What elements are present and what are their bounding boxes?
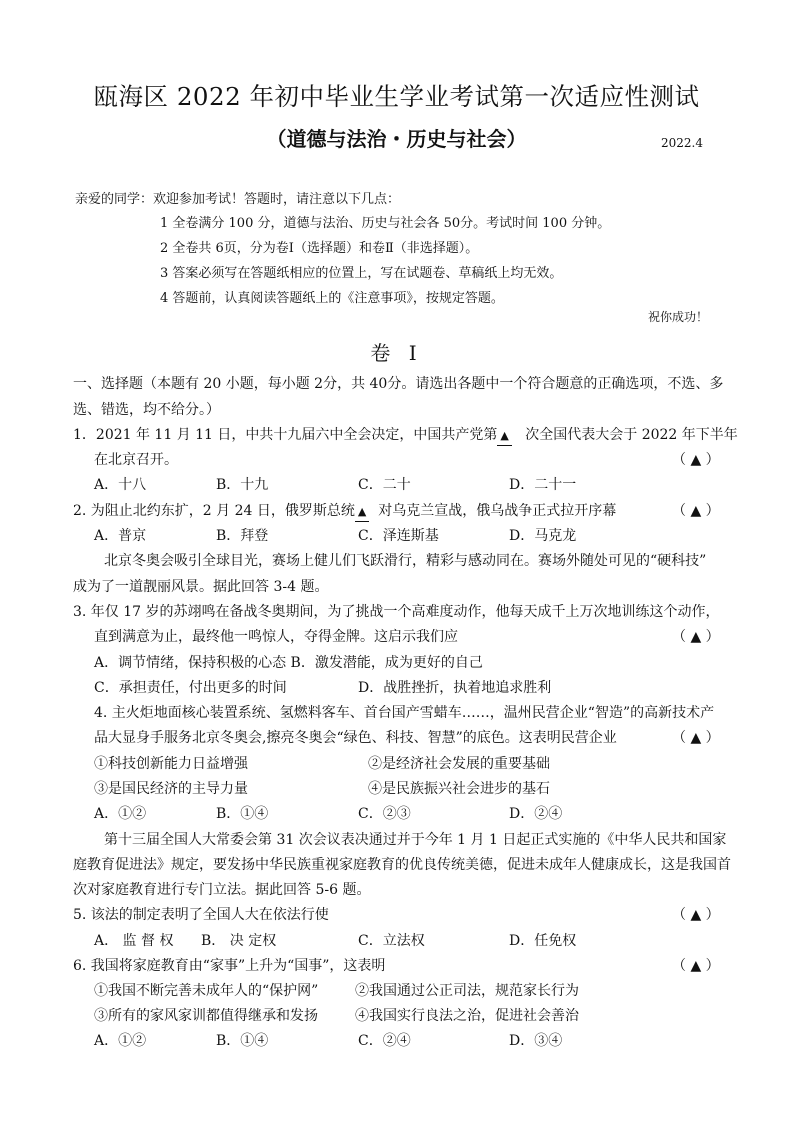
question-5-option-a: A． 监 督 权 (94, 933, 174, 949)
question-4-option-c: C．②③ (358, 806, 411, 822)
question-2-option-a: A．普京 (94, 528, 147, 544)
question-2-answer-slot: （ ▲ ） (672, 503, 720, 519)
question-4-stem-line1: 4. 主火炬地面核心装置系统、氢燃料客车、首台国产雪蜡车……，温州民营企业“智造”的高新技术产 (94, 705, 715, 721)
question-6-option-a: A．①② (94, 1033, 147, 1049)
material-5-6-line2: 庭教育促进法》规定，要发扬中华民族重视家庭教育的优良传统美德，促进未成年人健康成长，这是我国首 (73, 857, 731, 873)
question-1-text-a: 1．2021 年 11 月 11 日，中共十九届六中全会决定，中国共产党第 (73, 427, 498, 443)
question-1-stem-line2: 在北京召开。 (94, 452, 178, 468)
question-4-statement-2: ②是经济社会发展的重要基础 (368, 756, 550, 772)
instruction-note-2: 2 全卷共 6页，分为卷Ⅰ（选择题）和卷Ⅱ（非选择题）。 (160, 241, 479, 256)
question-1-answer-slot: （ ▲ ） (672, 452, 720, 468)
question-3-option-c: C．承担责任，付出更多的时间 (94, 680, 287, 696)
material-5-6-line1: 第十三届全国人大常委会第 31 次会议表决通过并于今年 1 月 1 日起正式实施的《中华人民共和国家 (104, 832, 727, 848)
question-1-option-c: C．二十 (358, 477, 411, 493)
question-2-option-b: B．拜登 (216, 528, 269, 544)
instructions-greeting: 亲爱的同学：欢迎参加考试！答题时，请注意以下几点： (75, 192, 401, 207)
question-4-option-d: D．②④ (509, 806, 563, 822)
question-5-option-b: B． 决 定权 (201, 933, 277, 949)
question-2-blank (355, 503, 369, 522)
question-1-option-d: D．二十一 (509, 477, 577, 493)
question-1-stem (73, 427, 738, 446)
question-2-text-b: 对乌克兰宣战，俄乌战争正式拉开序幕 (378, 503, 617, 519)
question-6-statement-3: ③所有的家风家训都值得继承和发扬 (94, 1008, 318, 1024)
question-6-statement-2: ②我国通过公正司法，规范家长行为 (355, 983, 579, 999)
question-4-option-a: A．①② (94, 806, 147, 822)
question-2-stem (73, 503, 616, 522)
question-5-answer-slot: （ ▲ ） (672, 907, 720, 923)
question-6-answer-slot: （ ▲ ） (672, 958, 720, 974)
material-3-4-line2: 成为了一道靓丽风景。据此回答 3-4 题。 (73, 579, 329, 595)
instruction-note-3: 3 答案必须写在答题纸相应的位置上，写在试题卷、草稿纸上均无效。 (160, 266, 563, 281)
volume-title: 卷 Ⅰ (370, 341, 423, 365)
section-heading-line1: 一、选择题（本题有 20 小题，每小题 2分，共 40分。请选出各题中一个符合题意的正确选项，不选、多 (73, 376, 724, 392)
instruction-note-4: 4 答题前，认真阅读答题纸上的《注意事项》，按规定答题。 (160, 291, 504, 306)
question-6-option-c: C．②④ (358, 1033, 411, 1049)
question-6-option-b: B．①④ (216, 1033, 269, 1049)
question-1-blank (497, 427, 511, 446)
question-4-statement-3: ③是国民经济的主导力量 (94, 781, 248, 797)
question-3-option-d: D．战胜挫折，执着地追求胜利 (358, 680, 552, 696)
material-5-6-line3: 次对家庭教育进行专门立法。据此回答 5-6 题。 (73, 882, 371, 898)
question-6-statement-1: ①我国不断完善未成年人的“保护网” (94, 983, 319, 999)
question-6-statement-4: ④我国实行良法之治，促进社会善治 (355, 1008, 579, 1024)
question-1-option-a: A．十八 (94, 477, 147, 493)
question-6-stem: 6. 我国将家庭教育由“家事”上升为“国事”，这表明 (73, 958, 386, 974)
question-4-stem-line2: 品大显身手服务北京冬奥会,擦亮冬奥会“绿色、科技、智慧”的底色。这表明民营企业 (94, 730, 617, 746)
question-3-answer-slot: （ ▲ ） (672, 629, 720, 645)
blank-marker: ▲ (357, 505, 367, 518)
question-4-statement-1: ①科技创新能力日益增强 (94, 756, 248, 772)
instruction-note-1: 1 全卷满分 100 分，道德与法治、历史与社会各 50分。考试时间 100 分钟。 (160, 216, 611, 231)
question-3-stem-line2: 直到满意为止，最终他一鸣惊人，夺得金牌。这启示我们应 (94, 629, 458, 645)
question-4-answer-slot: （ ▲ ） (672, 730, 720, 746)
exam-title: 瓯海区 2022 年初中毕业生学业考试第一次适应性测试 (93, 82, 700, 111)
question-5-stem: 5. 该法的制定表明了全国人大在依法行使 (73, 907, 329, 923)
question-4-statement-4: ④是民族振兴社会进步的基石 (368, 781, 550, 797)
question-5-option-c: C．立法权 (358, 933, 425, 949)
material-3-4-line1: 北京冬奥会吸引全球目光，赛场上健儿们飞跃滑行，精彩与感动同在。赛场外随处可见的“硬科技” (104, 553, 707, 569)
question-1-text-b: 次全国代表大会于 2022 年下半年 (525, 427, 738, 443)
question-2-text-a: 2. 为阻止北约东扩，2 月 24 日，俄罗斯总统 (73, 503, 355, 519)
question-2-option-c: C．泽连斯基 (358, 528, 439, 544)
question-6-option-d: D．③④ (509, 1033, 563, 1049)
question-2-option-d: D．马克龙 (509, 528, 577, 544)
section-heading-line2: 选、错选，均不给分。） (73, 402, 220, 418)
question-4-option-b: B．①④ (216, 806, 269, 822)
question-3-stem-line1: 3. 年仅 17 岁的苏翊鸣在备战冬奥期间，为了挑战一个高难度动作，他每天成千上万次地训练这个动作， (73, 604, 720, 620)
exam-subtitle: （道德与法治・历史与社会） (266, 127, 527, 151)
question-3-options-ab: A．调节情绪，保持积极的心态 B．激发潜能，成为更好的自己 (94, 655, 483, 671)
blank-marker: ▲ (500, 429, 509, 442)
question-5-option-d: D．任免权 (509, 933, 577, 949)
question-1-option-b: B．十九 (216, 477, 269, 493)
good-luck-text: 祝你成功！ (648, 310, 709, 324)
exam-date: 2022.4 (661, 136, 703, 150)
